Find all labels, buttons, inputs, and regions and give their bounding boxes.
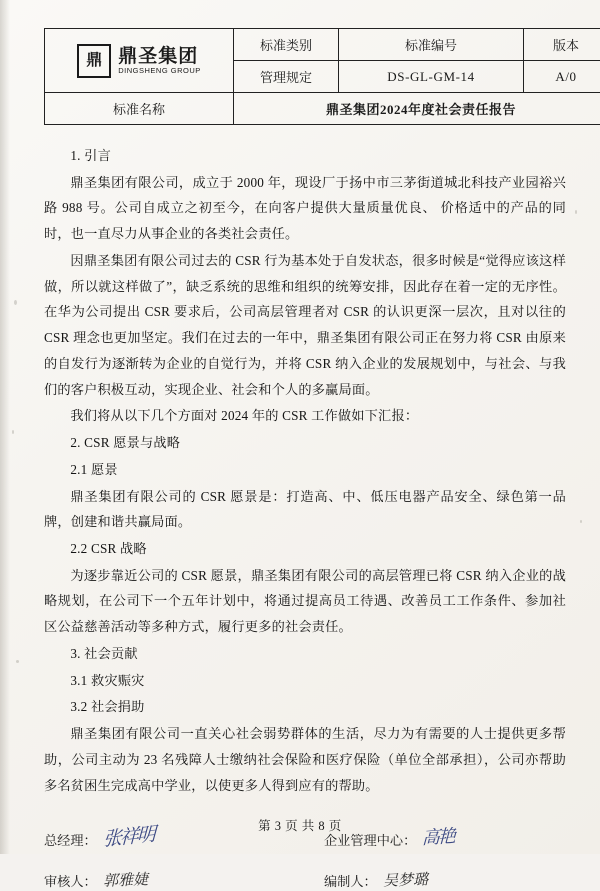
- section-heading: 3.1 救灾赈灾: [44, 668, 566, 694]
- gm-signature: 张祥明: [102, 820, 154, 853]
- page-edge-shadow: [0, 0, 10, 854]
- review-signature-group: [44, 869, 324, 890]
- body-paragraph: 我们将从以下几个方面对 2024 年的 CSR 工作做如下汇报：: [44, 403, 566, 429]
- logo-wrap: [49, 44, 229, 78]
- logo-mark-icon: 鼎: [77, 44, 111, 78]
- value-standard-name: 鼎圣集团2024年度社会责任报告: [234, 93, 600, 125]
- value-version: A/0: [524, 61, 600, 93]
- section-heading: 2.1 愿景: [44, 457, 566, 483]
- logo-company-name-cn: 鼎圣集团: [118, 47, 201, 67]
- document-body: [44, 143, 566, 798]
- label-standard-category: 标准类别: [234, 29, 339, 61]
- document-header-table: [44, 28, 600, 125]
- value-standard-code: DS-GL-GM-14: [339, 61, 524, 93]
- review-signature: 郭雅婕: [102, 869, 148, 891]
- page-footer: 第 3 页 共 8 页: [0, 816, 600, 834]
- body-paragraph: 为逐步靠近公司的 CSR 愿景，鼎圣集团有限公司的高层管理已将 CSR 纳入企业的战略规划，在公司下一个五年计划中，将通过提高员工待遇、改善员工工作条件、参加社区公益慈善活动等多种方式，履行更多的社会责任。: [44, 563, 566, 640]
- dept-label: 企业管理中心：: [324, 830, 416, 849]
- editor-signature-group: [324, 869, 566, 890]
- paper-speck: [16, 660, 19, 663]
- header-row-title: [45, 93, 600, 125]
- value-standard-category: 管理规定: [234, 61, 339, 93]
- logo-company-name-en: DINGSHENG GROUP: [118, 67, 201, 75]
- body-paragraph: 鼎圣集团有限公司，成立于 2000 年，现设厂于扬中市三茅街道城北科技产业园裕兴路 988 号。公司自成立之初至今，在向客户提供大量质量优良、 价格适中的产品的同时，也一直尽力从事企业的各类社会责任。: [44, 170, 566, 247]
- body-paragraph: 鼎圣集团有限公司一直关心社会弱势群体的生活，尽力为有需要的人士提供更多帮助，公司主动为 23 名残障人士缴纳社会保险和医疗保险（单位全部承担），公司亦帮助多名贫困生完成高中学业，以使更多人得到应有的帮助。: [44, 721, 566, 798]
- paper-speck: [575, 210, 577, 214]
- editor-label: 编制人：: [324, 871, 377, 890]
- section-heading: 3.2 社会捐助: [44, 694, 566, 720]
- section-heading: 3. 社会贡献: [44, 641, 566, 667]
- signature-row-bottom: [44, 869, 566, 890]
- label-standard-name: 标准名称: [45, 93, 234, 125]
- header-row-labels: [45, 29, 600, 61]
- label-standard-code: 标准编号: [339, 29, 524, 61]
- section-heading: 2. CSR 愿景与战略: [44, 430, 566, 456]
- label-version: 版本: [524, 29, 600, 61]
- review-label: 审核人：: [44, 871, 97, 890]
- paper-speck: [14, 300, 17, 305]
- logo-text: [118, 47, 201, 75]
- body-paragraph: 因鼎圣集团有限公司过去的 CSR 行为基本处于自发状态，很多时候是“觉得应该这样做，所以就这样做了”，缺乏系统的思维和组织的统筹安排，因此存在着一定的无序性。 在华为公司提出 CSR 要求后，公司高层管理者对 CSR 的认识更深一层次，且对以往的 CSR 理念也更加坚定。我们在过去的一年中，鼎圣集团有限公司正在努力将 CSR 由原来的自发行为逐渐转为企业的自觉行为，并将 CSR 纳入企业的发展规划中，与社会、与我们的客户积极互动，实现企业、社会和个人的多赢局面。: [44, 248, 566, 402]
- body-paragraph: 鼎圣集团有限公司的 CSR 愿景是：打造高、中、低压电器产品安全、绿色第一品牌，创建和谐共赢局面。: [44, 484, 566, 535]
- dept-signature: 高艳: [422, 822, 455, 850]
- paper-speck: [12, 430, 14, 434]
- gm-label: 总经理：: [44, 830, 97, 849]
- section-heading: 1. 引言: [44, 143, 566, 169]
- company-logo-cell: [45, 29, 234, 93]
- editor-signature: 吴梦璐: [382, 869, 428, 891]
- paper-speck: [580, 520, 582, 523]
- section-heading: 2.2 CSR 战略: [44, 536, 566, 562]
